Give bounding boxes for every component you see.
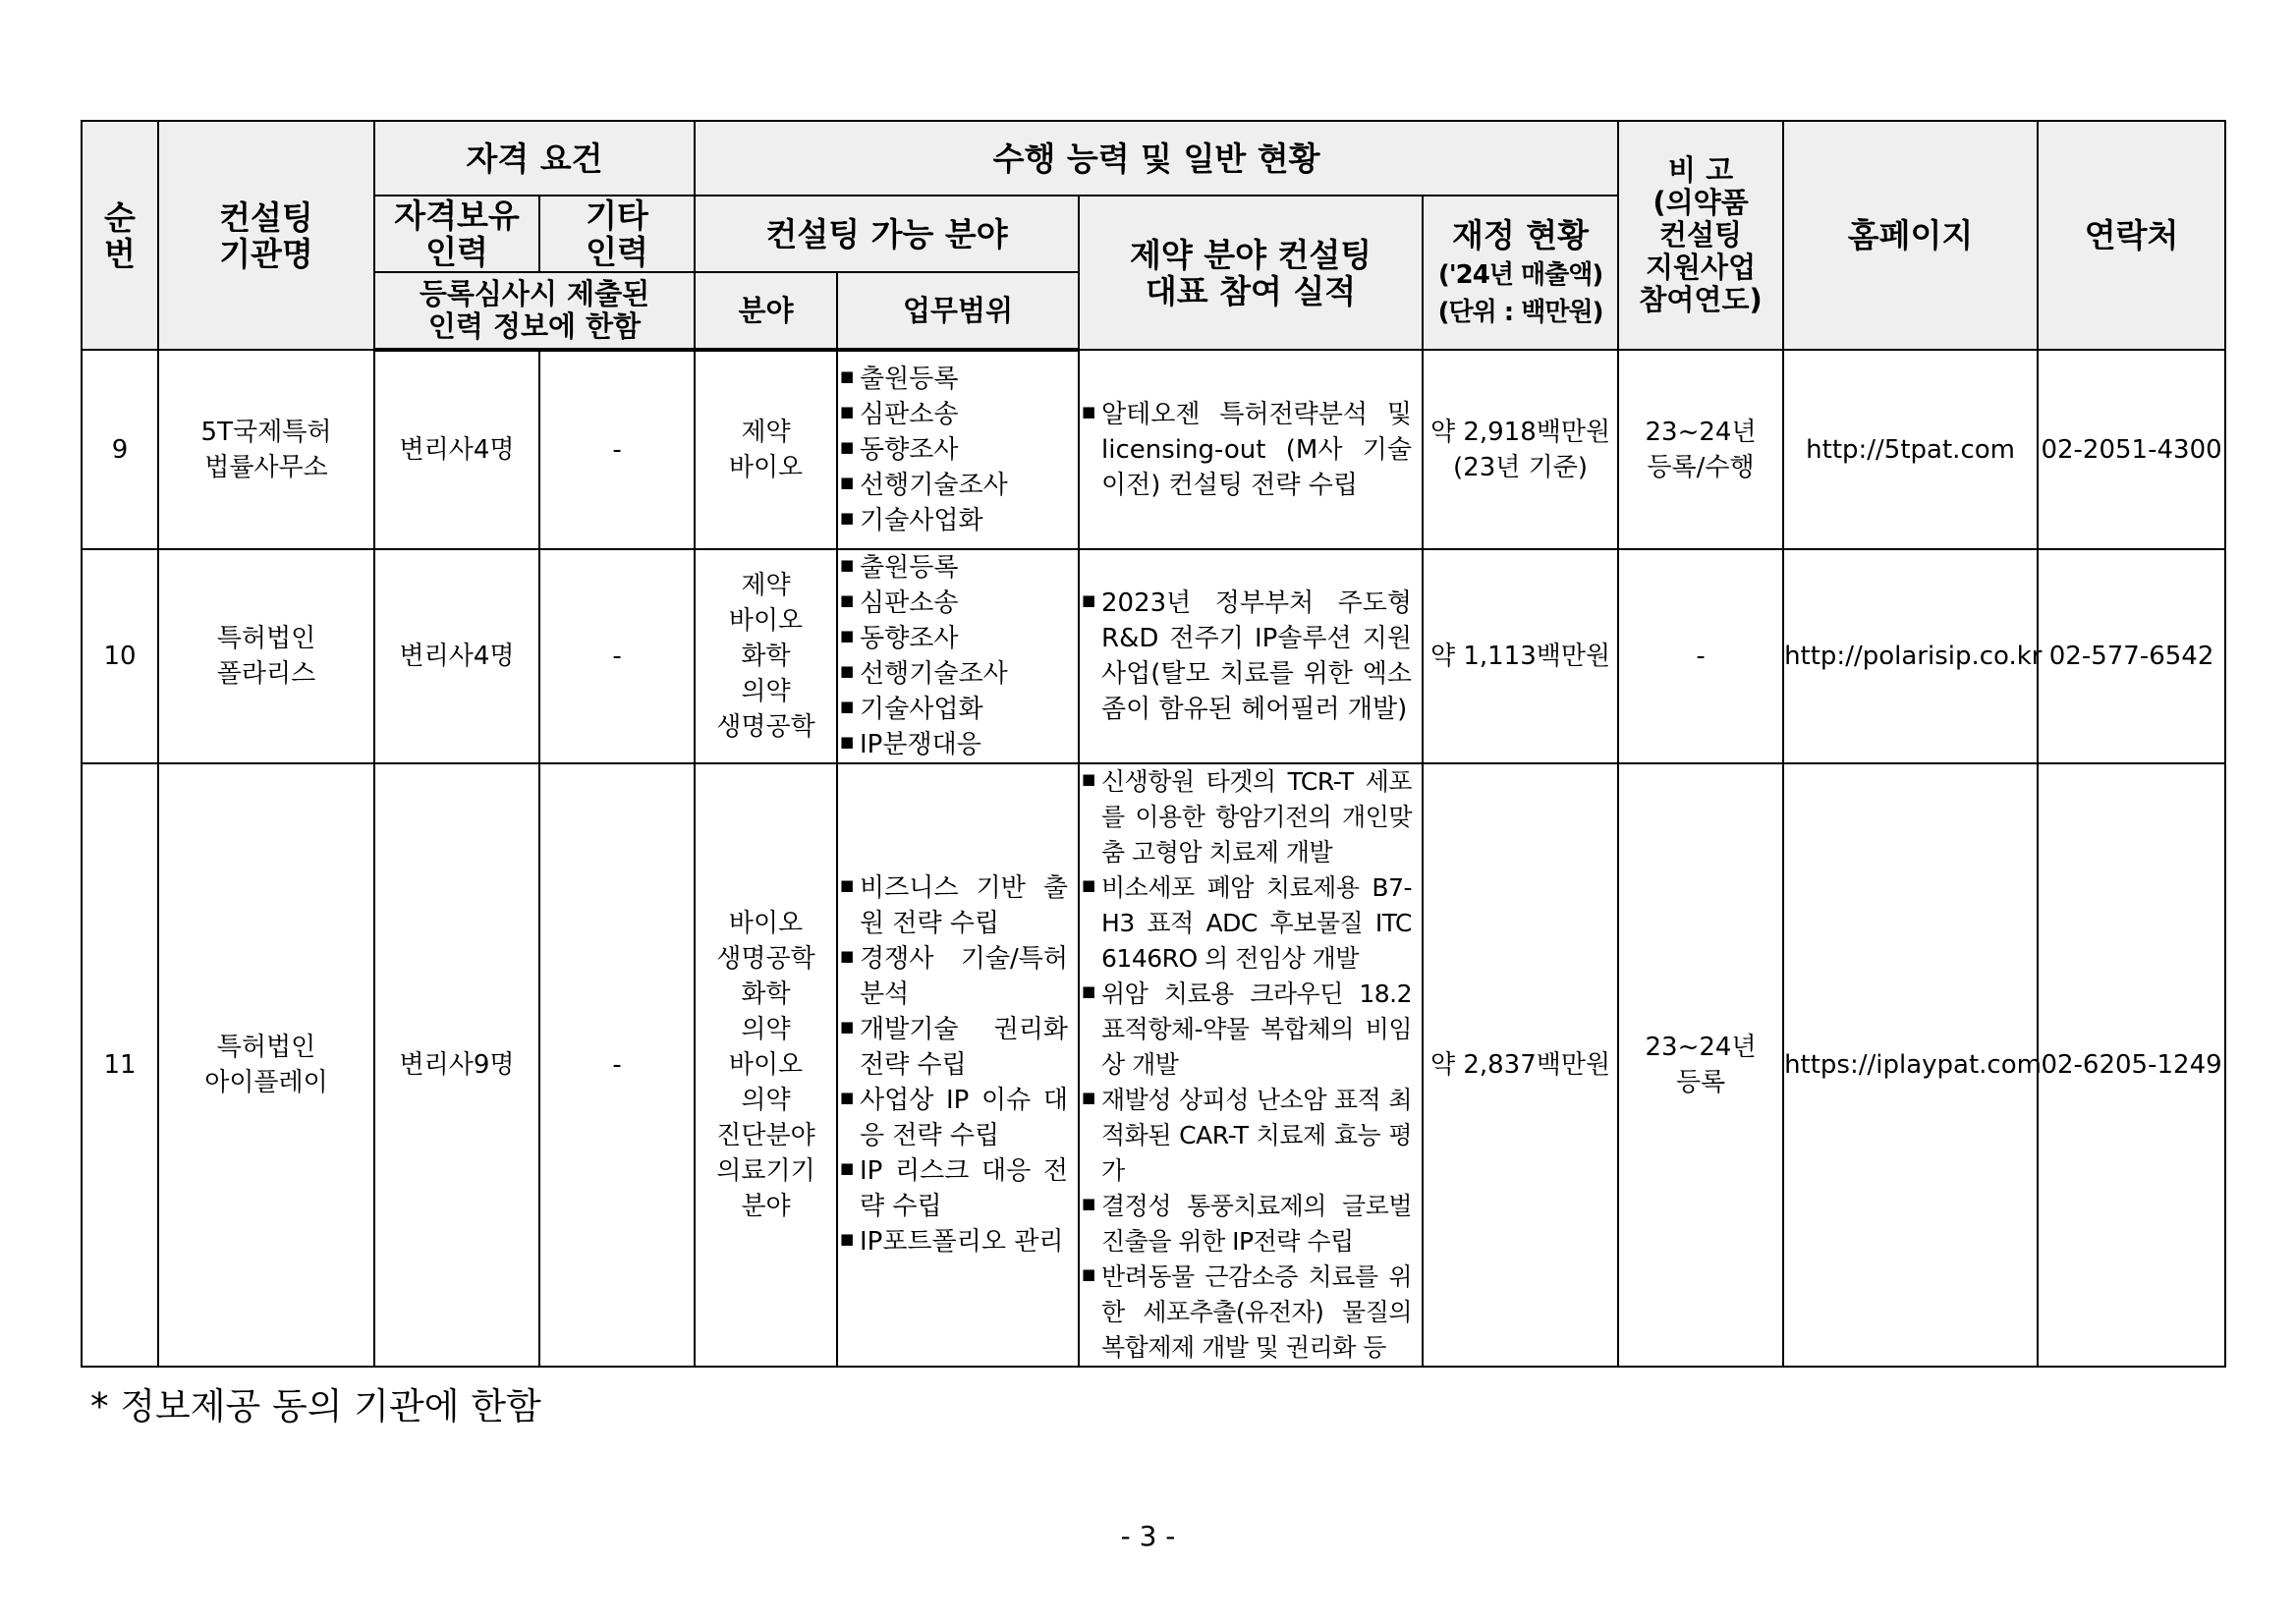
row-records	[1079, 549, 1423, 763]
list-item: ■ 개발기술 권리화 전략 수립	[860, 1012, 1068, 1083]
row-no: 10	[82, 549, 158, 763]
table-row	[82, 549, 2225, 763]
row-scope	[837, 549, 1079, 763]
header-org: 컨설팅 기관명	[158, 121, 374, 350]
row-field: 바이오 생명공학 화학 의약 바이오 의약 진단분야 의료기기 분야	[695, 763, 837, 1367]
row-finance: 약 1,113백만원	[1423, 549, 1618, 763]
header-patent-staff: 자격보유 인력	[374, 196, 539, 272]
consulting-org-table	[81, 120, 2226, 1368]
header-field: 분야	[695, 272, 837, 350]
list-item: ■ 심판소송	[860, 397, 1068, 432]
list-item: ■ 동향조사	[860, 621, 1068, 656]
row-patent-staff: 변리사4명	[374, 350, 539, 549]
list-item: ■ 신생항원 타겟의 TCR-T 세포를 이용한 항암기전의 개인맞춤 고형암 치료제 개발	[1101, 764, 1412, 870]
list-item: ■ 선행기술조사	[860, 468, 1068, 503]
row-no: 11	[82, 763, 158, 1367]
row-finance: 약 2,837백만원	[1423, 763, 1618, 1367]
list-item: ■ IP분쟁대응	[860, 727, 1068, 762]
row-org: 특허법인 폴라리스	[158, 549, 374, 763]
row-homepage: https://iplaypat.com	[1783, 763, 2038, 1367]
header-finance-title: 재정 현황	[1452, 216, 1590, 254]
table-row	[82, 763, 2225, 1367]
header-no: 순 번	[82, 121, 158, 350]
list-item: ■ IP포트폴리오 관리	[860, 1224, 1068, 1260]
list-item: ■ 알테오젠 특허전략분석 및 licensing-out (M사 기술 이전) 컨설팅 전략 수립	[1101, 397, 1412, 503]
list-item: ■ 기술사업화	[860, 503, 1068, 538]
header-qualification: 자격 요건	[374, 121, 695, 196]
row-contact: 02-6205-1249	[2038, 763, 2225, 1367]
row-field: 제약 바이오 화학 의약 생명공학	[695, 549, 837, 763]
list-item: ■ 반려동물 근감소증 치료를 위한 세포추출(유전자) 물질의 복합제제 개발 및 권리화 등	[1101, 1260, 1412, 1366]
header-remarks: 비 고 (의약품 컨설팅 지원사업 참여연도)	[1618, 121, 1783, 350]
row-org: 특허법인 아이플레이	[158, 763, 374, 1367]
header-contact: 연락처	[2038, 121, 2225, 350]
list-item: ■ 동향조사	[860, 432, 1068, 468]
row-org: 5T국제특허 법률사무소	[158, 350, 374, 549]
row-contact: 02-577-6542	[2038, 549, 2225, 763]
list-item: ■ 출원등록	[860, 362, 1068, 397]
header-staff-note: 등록심사시 제출된 인력 정보에 한함	[374, 272, 695, 350]
list-item: ■ 경쟁사 기술/특허분석	[860, 941, 1068, 1012]
row-other-staff: -	[539, 549, 695, 763]
header-capability: 수행 능력 및 일반 현황	[695, 121, 1618, 196]
header-homepage: 홈페이지	[1783, 121, 2038, 350]
row-patent-staff: 변리사9명	[374, 763, 539, 1367]
list-item: ■ 비소세포 폐암 치료제용 B7-H3 표적 ADC 후보물질 ITC 6146RO 의 전임상 개발	[1101, 870, 1412, 977]
footnote: * 정보제공 동의 기관에 한함	[90, 1385, 541, 1428]
list-item: ■ IP 리스크 대응 전략 수립	[860, 1153, 1068, 1224]
list-item: ■ 선행기술조사	[860, 656, 1068, 692]
header-other-staff: 기타 인력	[539, 196, 695, 272]
list-item: ■ 심판소송	[860, 586, 1068, 621]
list-item: ■ 출원등록	[860, 550, 1068, 586]
header-scope: 업무범위	[837, 272, 1079, 350]
row-finance: 약 2,918백만원 (23년 기준)	[1423, 350, 1618, 549]
row-records	[1079, 350, 1423, 549]
header-finance	[1423, 196, 1618, 350]
row-contact: 02-2051-4300	[2038, 350, 2225, 549]
page-number: - 3 -	[1120, 1520, 1176, 1552]
list-item: ■ 결정성 통풍치료제의 글로벌 진출을 위한 IP전략 수립	[1101, 1189, 1412, 1260]
table-row	[82, 350, 2225, 549]
list-item: ■ 기술사업화	[860, 692, 1068, 727]
list-item: ■ 비즈니스 기반 출원 전략 수립	[860, 870, 1068, 941]
row-scope	[837, 350, 1079, 549]
row-homepage: http://polarisip.co.kr	[1783, 549, 2038, 763]
row-patent-staff: 변리사4명	[374, 549, 539, 763]
row-other-staff: -	[539, 763, 695, 1367]
row-no: 9	[82, 350, 158, 549]
list-item: ■ 사업상 IP 이슈 대응 전략 수립	[860, 1083, 1068, 1153]
header-consulting-area: 컨설팅 가능 분야	[695, 196, 1079, 272]
row-records	[1079, 763, 1423, 1367]
list-item: ■ 2023년 정부부처 주도형 R&D 전주기 IP솔루션 지원 사업(탈모 치료를 위한 엑소좀이 함유된 헤어필러 개발)	[1101, 586, 1412, 727]
row-remarks: -	[1618, 549, 1783, 763]
row-remarks: 23~24년 등록	[1618, 763, 1783, 1367]
header-pharma-record: 제약 분야 컨설팅 대표 참여 실적	[1079, 196, 1423, 350]
header-finance-sub: ('24년 매출액) (단위 : 백만원)	[1437, 260, 1603, 327]
row-scope	[837, 763, 1079, 1367]
list-item: ■ 위암 치료용 크라우딘 18.2 표적항체-약물 복합체의 비임상 개발	[1101, 977, 1412, 1083]
row-other-staff: -	[539, 350, 695, 549]
list-item: ■ 재발성 상피성 난소암 표적 최적화된 CAR-T 치료제 효능 평가	[1101, 1083, 1412, 1189]
row-field: 제약 바이오	[695, 350, 837, 549]
row-remarks: 23~24년 등록/수행	[1618, 350, 1783, 549]
row-homepage: http://5tpat.com	[1783, 350, 2038, 549]
